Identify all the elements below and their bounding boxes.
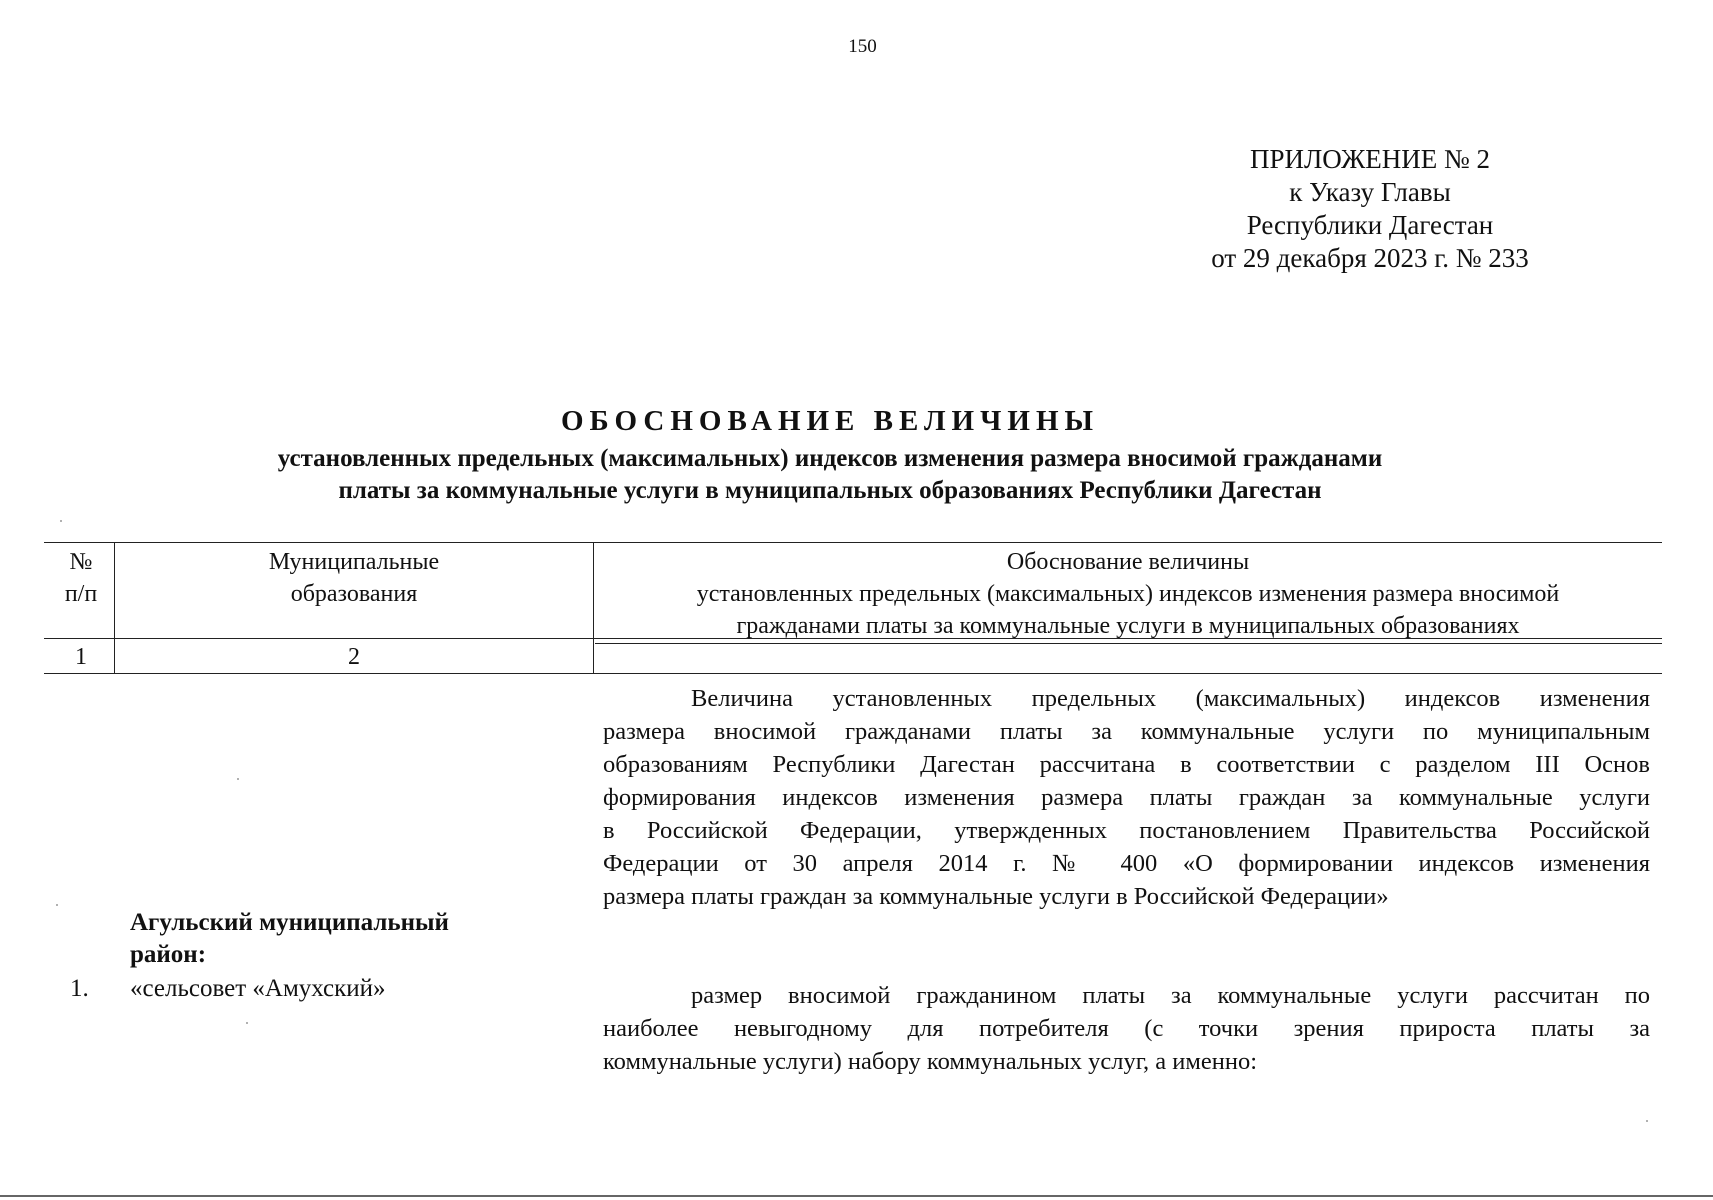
appendix-line: ПРИЛОЖЕНИЕ № 2	[1249, 144, 1491, 174]
paragraph-line: коммунальные услуги) набору коммунальных услуг, а именно:	[603, 1048, 1258, 1075]
header-municipalities	[116, 546, 592, 610]
header-text: №	[69, 549, 93, 575]
header-text: Муниципальные	[268, 549, 440, 575]
row-number: 1.	[70, 975, 89, 1002]
header-text: гражданами платы за коммунальные услуги в муниципальных образованиях	[736, 613, 1520, 639]
paragraph-line: размер вносимой гражданином платы за коммунальные услуги рассчитан по	[691, 982, 1650, 1009]
scan-speck	[246, 1022, 248, 1024]
appendix-block	[1150, 143, 1590, 275]
table-numbering-bottom-border	[44, 673, 1662, 674]
document-title: ОБОСНОВАНИЕ ВЕЛИЧИНЫ	[560, 405, 1099, 437]
header-text: Обоснование величины	[1006, 549, 1250, 575]
district-line: Агульский муниципальный	[130, 909, 449, 936]
header-text: п/п	[64, 581, 98, 607]
document-subtitle	[0, 443, 1660, 507]
header-text: установленных предельных (максимальных) индексов изменения размера вносимой	[696, 581, 1560, 607]
subtitle-line: установленных предельных (максимальных) индексов изменения размера вносимой гражданами	[277, 445, 1383, 472]
table-top-border	[44, 542, 1662, 543]
scan-speck	[1646, 1120, 1648, 1122]
scan-speck	[60, 520, 62, 522]
scan-speck	[237, 778, 239, 780]
paragraph-line: размера вносимой гражданами платы за коммунальные услуги по муниципальным	[603, 718, 1650, 745]
paragraph-line: формирования индексов изменения размера платы граждан за коммунальные услуги	[603, 784, 1650, 811]
appendix-line: к Указу Главы	[1289, 177, 1451, 207]
header-text: образования	[290, 581, 418, 607]
row-municipality-name: «сельсовет «Амухский»	[130, 975, 386, 1002]
column-divider	[114, 542, 115, 673]
intro-paragraph	[603, 682, 1650, 913]
subtitle-line: платы за коммунальные услуги в муниципальных образованиях Республики Дагестан	[338, 477, 1322, 504]
scan-speck	[56, 904, 58, 906]
column-divider	[593, 542, 594, 673]
district-heading	[130, 907, 449, 971]
paragraph-line: Федерации от 30 апреля 2014 г. № 400 «О формировании индексов изменения	[603, 850, 1650, 877]
appendix-line: Республики Дагестан	[1246, 210, 1494, 240]
district-line: район:	[130, 941, 207, 968]
paragraph-line: наиболее невыгодному для потребителя (с точки зрения прироста платы за	[603, 1015, 1650, 1042]
header-justification	[596, 546, 1660, 642]
paragraph-line: в Российской Федерации, утвержденных постановлением Правительства Российской	[603, 817, 1650, 844]
table-header-divider-secondary	[595, 643, 1662, 644]
column-number-2: 2	[348, 644, 360, 670]
paragraph-line: Величина установленных предельных (максимальных) индексов изменения	[691, 685, 1650, 712]
header-number	[50, 546, 112, 610]
scan-bottom-edge	[0, 1195, 1713, 1197]
appendix-line: от 29 декабря 2023 г. № 233	[1211, 243, 1529, 273]
row-paragraph	[603, 979, 1650, 1078]
paragraph-line: размера платы граждан за коммунальные услуги в Российской Федерации»	[603, 883, 1389, 910]
column-number-1: 1	[75, 644, 87, 670]
page-number: 150	[848, 36, 877, 57]
paragraph-line: образованиям Республики Дагестан рассчитана в соответствии с разделом III Основ	[603, 751, 1650, 778]
